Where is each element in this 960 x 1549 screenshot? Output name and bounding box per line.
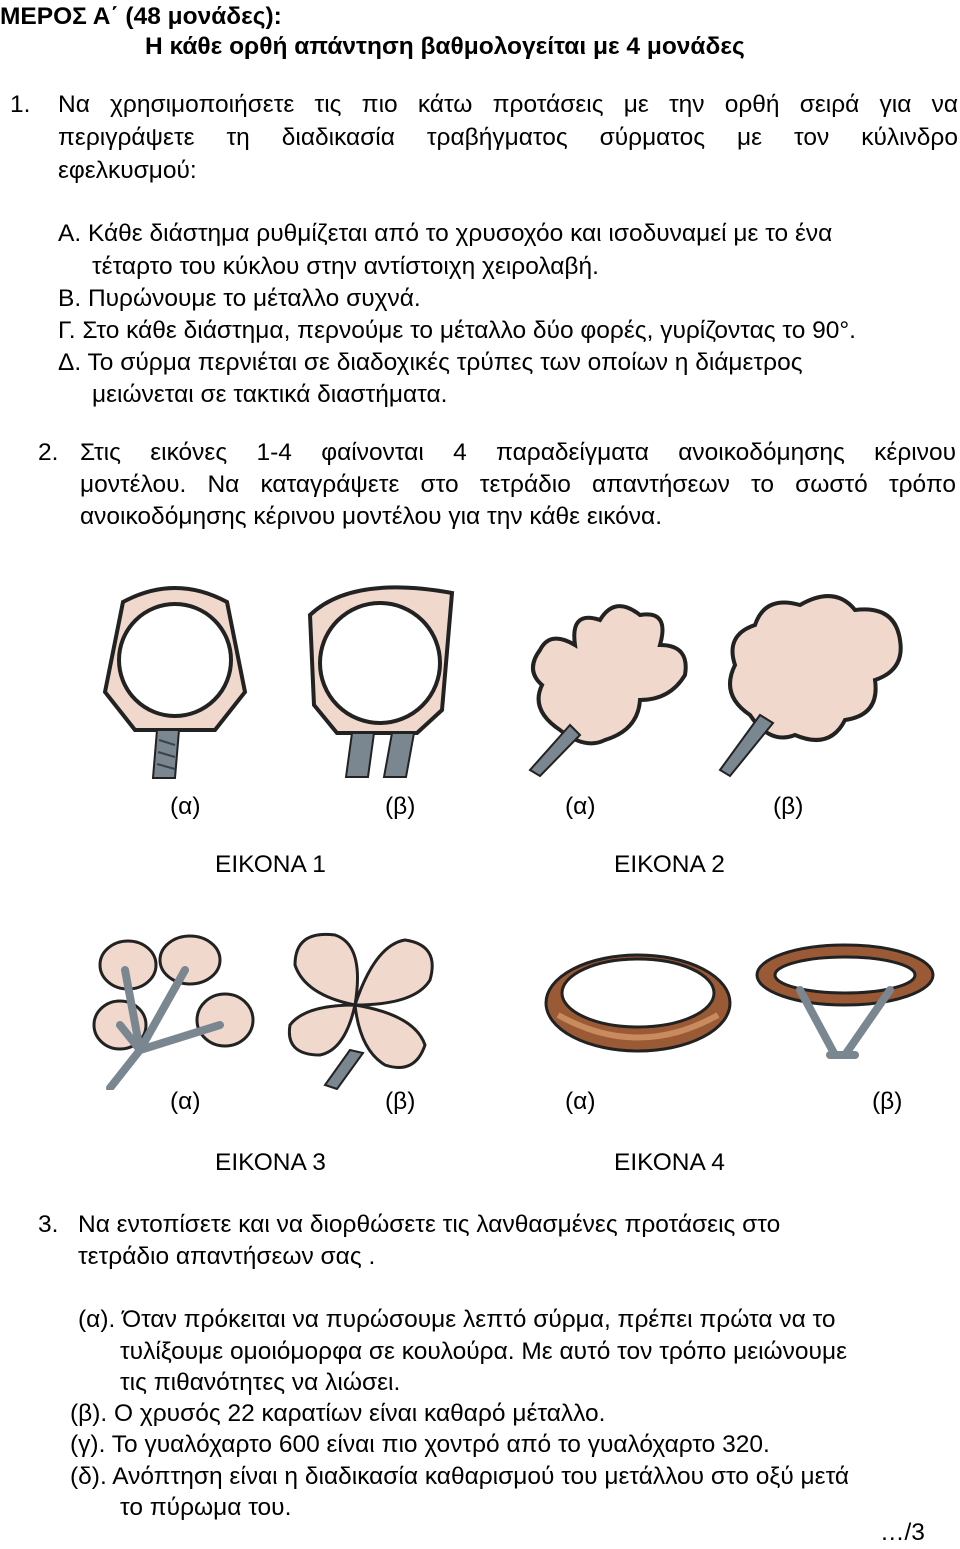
q3-number: 3. [38, 1211, 59, 1238]
figure-3b-label: (β) [385, 1088, 416, 1115]
figure-4b-label: (β) [872, 1088, 903, 1115]
q3-text-line-1: Να εντοπίσετε και να διορθώσετε τις λανθασμένες προτάσεις στο [78, 1211, 781, 1238]
q2-text-line-3: ανοικοδόμησης κέρινου μοντέλου για την κάθε εικόνα. [80, 503, 663, 530]
figure-4-caption: ΕΙΚΟΝΑ 4 [614, 1149, 725, 1176]
q3-statement-d-cont: το πύρωμα του. [120, 1494, 292, 1521]
figure-3b-clover-model [265, 925, 445, 1090]
q1-text-line-1: Να χρησιμοποιήσετε τις πιο κάτω προτάσεις με την ορθή σειρά για να [58, 91, 958, 118]
q1-option-a: Α. Κάθε διάστημα ρυθμίζεται από το χρυσοχόο και ισοδυναμεί με το ένα [58, 220, 833, 247]
q1-option-d-cont: μειώνεται σε τακτικά διαστήματα. [92, 381, 448, 408]
figure-4b-laurel-ring-model [745, 935, 945, 1065]
q2-number: 2. [38, 439, 59, 466]
q2-text-line-1: Στις εικόνες 1-4 φαίνονται 4 παραδείγματα ανοικοδόμησης κέρινου [80, 439, 956, 466]
q3-statement-c: (γ). Το γυαλόχαρτο 600 είναι πιο χοντρό από το γυαλόχαρτο 320. [70, 1431, 770, 1458]
q1-option-b: Β. Πυρώνουμε το μέταλλο συχνά. [58, 285, 421, 312]
q1-option-c: Γ. Στο κάθε διάστημα, περνούμε το μέταλλο δύο φορές, γυρίζοντας το 90°. [58, 317, 856, 344]
figure-1a-label: (α) [170, 793, 201, 820]
q3-statement-d: (δ). Ανόπτηση είναι η διαδικασία καθαρισμού του μετάλλου στο οξύ μετά [70, 1463, 850, 1490]
figure-2-caption: ΕΙΚΟΝΑ 2 [614, 851, 725, 878]
figure-3a-label: (α) [170, 1088, 201, 1115]
q1-text-line-2: περιγράψετε τη διαδικασία τραβήγματος σύρματος με τον κύλινδρο [58, 124, 958, 151]
figure-2a-label: (α) [565, 793, 596, 820]
q3-statement-a-cont-1: τυλίξουμε ομοιόμορφα σε κουλούρα. Με αυτό τον τρόπο μειώνουμε [120, 1338, 847, 1365]
page-continuation-marker: …/3 [880, 1519, 925, 1546]
figure-4a-label: (α) [565, 1088, 596, 1115]
q3-statement-b: (β). Ο χρυσός 22 καρατίων είναι καθαρό μέταλλο. [70, 1400, 606, 1427]
figure-1-caption: ΕΙΚΟΝΑ 1 [215, 851, 326, 878]
figure-2a-leaf-model [520, 590, 710, 780]
figure-1b-label: (β) [385, 793, 416, 820]
q3-text-line-2: τετράδιο απαντήσεων σας . [78, 1243, 376, 1270]
q3-statement-a-cont-2: τις πιθανότητες να λιώσει. [120, 1369, 401, 1396]
grading-note: Η κάθε ορθή απάντηση βαθμολογείται με 4 μονάδες [145, 33, 745, 60]
figure-2b-leaf-model [705, 585, 915, 780]
figure-1a-ring-model [95, 580, 255, 780]
q1-number: 1. [10, 91, 31, 118]
figure-3-caption: ΕΙΚΟΝΑ 3 [215, 1149, 326, 1176]
figure-2b-label: (β) [773, 793, 804, 820]
q1-option-d: Δ. Το σύρμα περνιέται σε διαδοχικές τρύπες των οποίων η διάμετρος [58, 349, 803, 376]
q2-text-line-2: μοντέλου. Να καταγράψετε στο τετράδιο απαντήσεων το σωστό τρόπο [80, 471, 956, 498]
part-title: ΜΕΡΟΣ Α΄ (48 μονάδες): [0, 3, 282, 30]
q1-text-line-3: εφελκυσμού: [58, 157, 197, 184]
figure-1b-ring-model [292, 575, 472, 780]
q1-option-a-cont: τέταρτο του κύκλου στην αντίστοιχη χειρολαβή. [92, 253, 599, 280]
figure-4a-laurel-ring-model [538, 935, 738, 1065]
figure-3a-clover-model [80, 930, 260, 1090]
q3-statement-a: (α). Όταν πρόκειται να πυρώσουμε λεπτό σύρμα, πρέπει πρώτα να το [78, 1306, 836, 1333]
